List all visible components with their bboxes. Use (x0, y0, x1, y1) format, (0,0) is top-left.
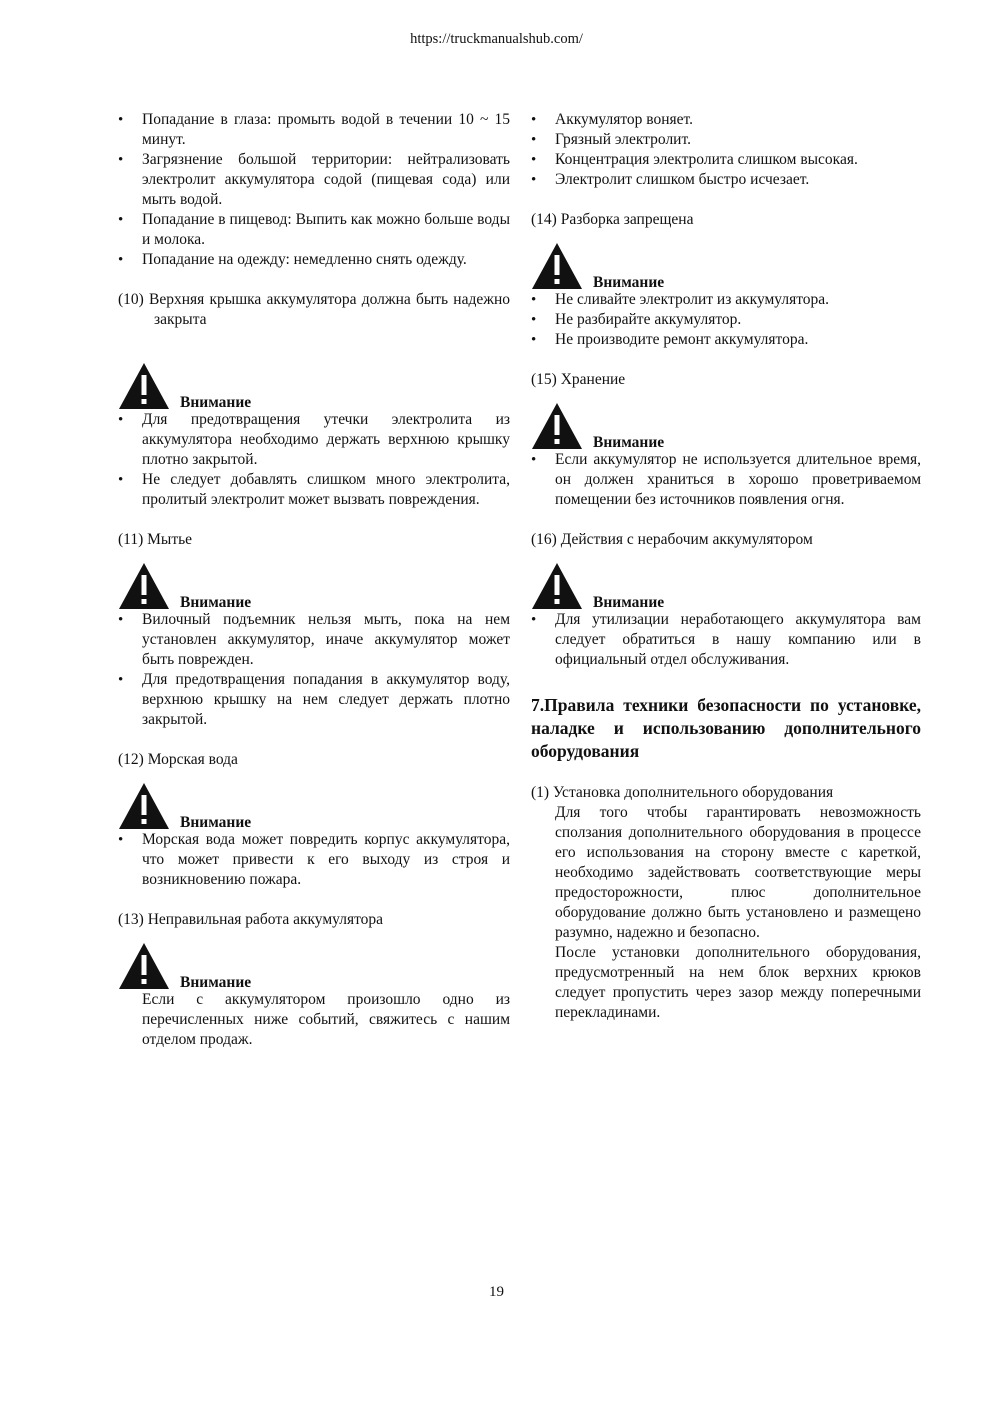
list-item: • Электролит слишком быстро исчезает. (531, 170, 921, 190)
section-16-list (531, 610, 921, 670)
warning-block (118, 940, 510, 990)
subsection-1-title: (1) Установка дополнительного оборудования (531, 784, 834, 801)
section-11-title: (11) Мытье (118, 531, 193, 548)
warning-block (118, 780, 510, 830)
section-15-list (531, 450, 921, 510)
warning-label: Внимание (180, 974, 252, 991)
warning-block (531, 560, 921, 610)
list-item: • Вилочный подъемник нельзя мыть, пока на нем установлен аккумулятор, иначе аккумулятор может быть поврежден. (118, 610, 510, 670)
list-item: • Концентрация электролита слишком высокая. (531, 150, 921, 170)
section-10-title: (10) Верхняя крышка аккумулятора должна быть надежно закрыта (118, 291, 510, 328)
left-column (118, 110, 510, 1050)
warning-triangle-icon (118, 562, 170, 610)
list-item: • Если аккумулятор не используется длительное время, он должен храниться в хорошо проветриваемом помещении без источников появления огня. (531, 450, 921, 510)
warning-block (118, 360, 510, 410)
list-item: • Для утилизации неработающего аккумулятора вам следует обратиться в нашу компанию или в официальный отдел обслуживания. (531, 610, 921, 670)
section-7-title: 7.Правила техники безопасности по установке, наладке и использованию дополнительного оборудования (531, 695, 921, 761)
warning-triangle-icon (531, 402, 583, 450)
warning-block (118, 560, 510, 610)
battery-problems-list (531, 110, 921, 190)
subsection-1-paragraph-2: После установки дополнительного оборудования, предусмотренный на нем блок верхних крюков следует пропустить через зазор между поперечными перекладинами. (555, 944, 921, 1021)
list-item: • Аккумулятор воняет. (531, 110, 921, 130)
section-14-list (531, 290, 921, 350)
warning-label: Внимание (180, 394, 252, 411)
list-item: • Попадание в глаза: промыть водой в течении 10 ~ 15 минут. (118, 110, 510, 150)
first-aid-list (118, 110, 510, 270)
warning-triangle-icon (118, 362, 170, 410)
warning-label: Внимание (593, 594, 665, 611)
section-12-title: (12) Морская вода (118, 751, 238, 768)
section-14-title: (14) Разборка запрещена (531, 211, 694, 228)
warning-triangle-icon (531, 562, 583, 610)
list-item: • Не следует добавлять слишком много электролита, пролитый электролит может вызвать повреждения. (118, 470, 510, 510)
section-15-title: (15) Хранение (531, 371, 626, 388)
section-12-list (118, 830, 510, 890)
section-13-text: Если с аккумулятором произошло одно из перечисленных ниже событий, свяжитесь с нашим отделом продаж. (142, 991, 510, 1048)
section-11-list (118, 610, 510, 730)
list-item: • Грязный электролит. (531, 130, 921, 150)
warning-triangle-icon (118, 942, 170, 990)
warning-label: Внимание (593, 434, 665, 451)
list-item: • Не разбирайте аккумулятор. (531, 310, 921, 330)
warning-label: Внимание (180, 594, 252, 611)
list-item: • Загрязнение большой территории: нейтрализовать электролит аккумулятора содой (пищевая сода) или мыть водой. (118, 150, 510, 210)
list-item: • Не производите ремонт аккумулятора. (531, 330, 921, 350)
source-url: https://truckmanualshub.com/ (410, 31, 583, 47)
list-item: • Для предотвращения утечки электролита из аккумулятора необходимо держать верхнюю крышку плотно закрытой. (118, 410, 510, 470)
warning-label: Внимание (180, 814, 252, 831)
warning-block (531, 240, 921, 290)
warning-label: Внимание (593, 274, 665, 291)
list-item: • Попадание в пищевод: Выпить как можно больше воды и молока. (118, 210, 510, 250)
warning-triangle-icon (118, 782, 170, 830)
right-column (531, 110, 921, 1023)
warning-triangle-icon (531, 242, 583, 290)
list-item: • Попадание на одежду: немедленно снять одежду. (118, 250, 510, 270)
section-13-title: (13) Неправильная работа аккумулятора (118, 911, 384, 928)
page-number: 19 (489, 1284, 504, 1300)
warning-block (531, 400, 921, 450)
list-item: • Морская вода может повредить корпус аккумулятора, что может привести к его выходу из строя и возникновению пожара. (118, 830, 510, 890)
list-item: • Не сливайте электролит из аккумулятора. (531, 290, 921, 310)
list-item: • Для предотвращения попадания в аккумулятор воду, верхнюю крышку на нем следует держать плотно закрытой. (118, 670, 510, 730)
section-10-list (118, 410, 510, 510)
section-16-title: (16) Действия с нерабочим аккумулятором (531, 531, 813, 548)
subsection-1-paragraph-1: Для того чтобы гарантировать невозможность сползания дополнительного оборудования в процессе его использования на сторону вместе с кареткой, необходимо задействовать соответствующие меры предосторожности, плюс дополнительное оборудование должно быть установлено и размещено разумно, надежно и безопасно. (555, 804, 921, 941)
